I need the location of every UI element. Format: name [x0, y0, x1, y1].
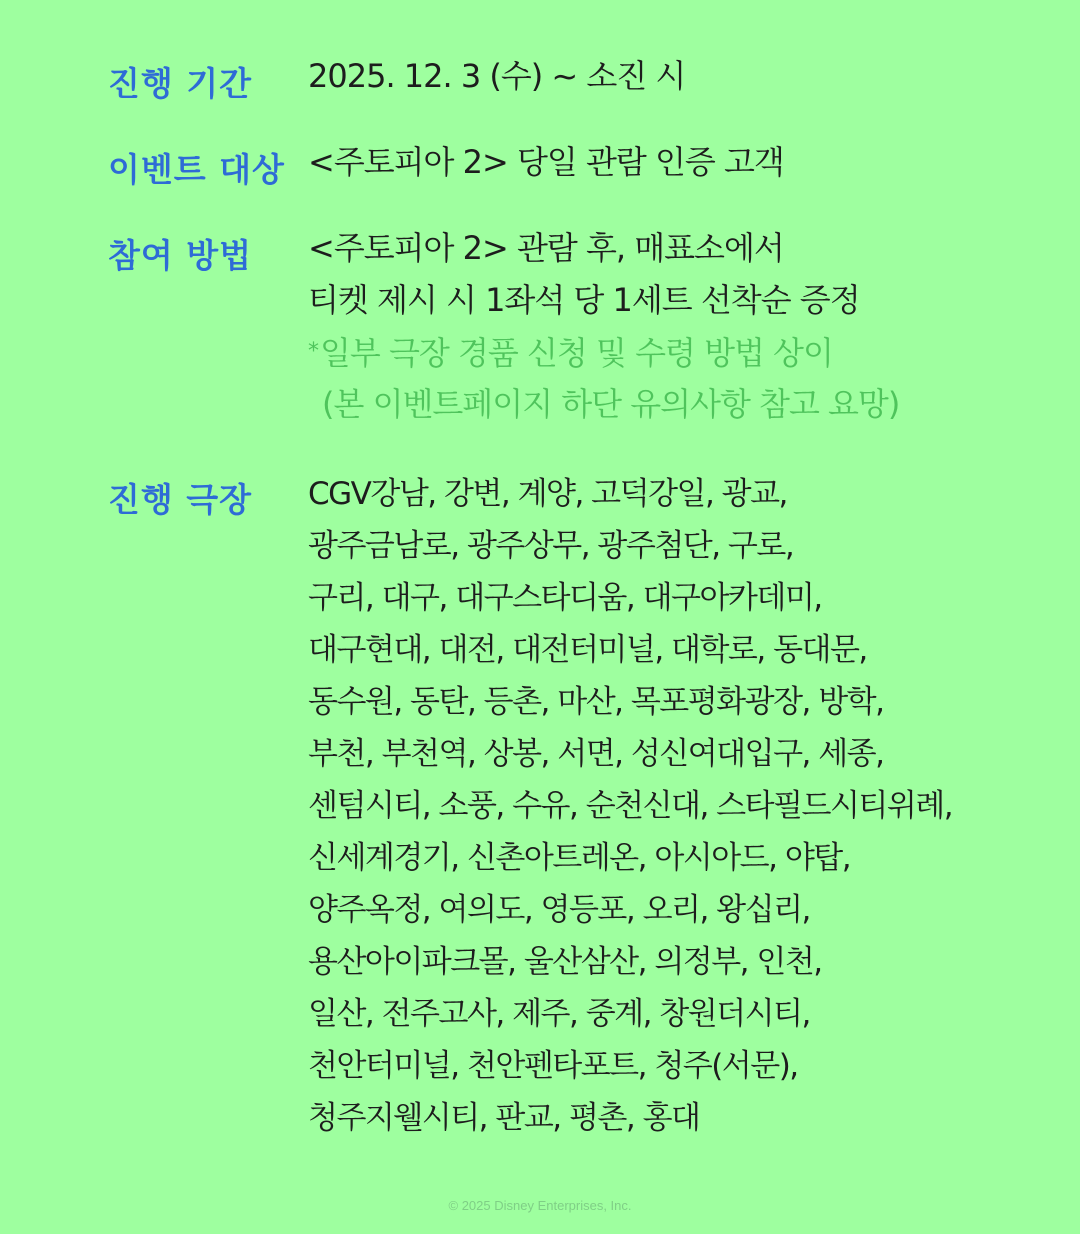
- method-value: [308, 222, 899, 430]
- period-value: 2025. 12. 3 (수) ~ 소진 시: [308, 57, 686, 95]
- copyright-footer: © 2025 Disney Enterprises, Inc.: [448, 1198, 632, 1213]
- theater-line: 광주금남로, 광주상무, 광주첨단, 구로,: [308, 528, 794, 564]
- theater-line: 양주옥정, 여의도, 영등포, 오리, 왕십리,: [308, 892, 810, 928]
- method-note: [308, 326, 899, 378]
- theater-line: 일산, 전주고사, 제주, 중계, 창원더시티,: [308, 996, 810, 1032]
- target-value: <주토피아 2> 당일 관람 인증 고객: [308, 143, 784, 181]
- theater-line: 신세계경기, 신촌아트레온, 아시아드, 야탑,: [308, 840, 851, 876]
- theater-line: 대구현대, 대전, 대전터미널, 대학로, 동대문,: [308, 632, 867, 668]
- method-note-line: 일부 극장 경품 신청 및 수령 방법 상이: [320, 334, 833, 372]
- theater-line: 동수원, 동탄, 등촌, 마산, 목포평화광장, 방학,: [308, 684, 884, 720]
- period-label: 진행 기간: [108, 64, 253, 103]
- theater-line: 용산아이파크몰, 울산삼산, 의정부, 인천,: [308, 944, 822, 980]
- target-label: 이벤트 대상: [108, 150, 285, 189]
- theater-line: 천안터미널, 천안펜타포트, 청주(서문),: [308, 1048, 798, 1084]
- note-asterisk: *: [308, 339, 318, 364]
- method-note-line: (본 이벤트페이지 하단 유의사항 참고 요망): [322, 385, 900, 423]
- theaters-label: 진행 극장: [108, 480, 253, 519]
- method-label: 참여 방법: [108, 236, 253, 275]
- theater-line: 구리, 대구, 대구스타디움, 대구아카데미,: [308, 580, 822, 616]
- theater-line: 청주지웰시티, 판교, 평촌, 홍대: [308, 1100, 700, 1136]
- theater-line: CGV강남, 강변, 계양, 고덕강일, 광교,: [308, 476, 787, 512]
- method-line: <주토피아 2> 관람 후, 매표소에서: [308, 229, 784, 267]
- theater-line: 센텀시티, 소풍, 수유, 순천신대, 스타필드시티위례,: [308, 788, 953, 824]
- method-line: 티켓 제시 시 1좌석 당 1세트 선착순 증정: [308, 281, 860, 319]
- theater-line: 부천, 부천역, 상봉, 서면, 성신여대입구, 세종,: [308, 736, 884, 772]
- theaters-list: [308, 468, 952, 1144]
